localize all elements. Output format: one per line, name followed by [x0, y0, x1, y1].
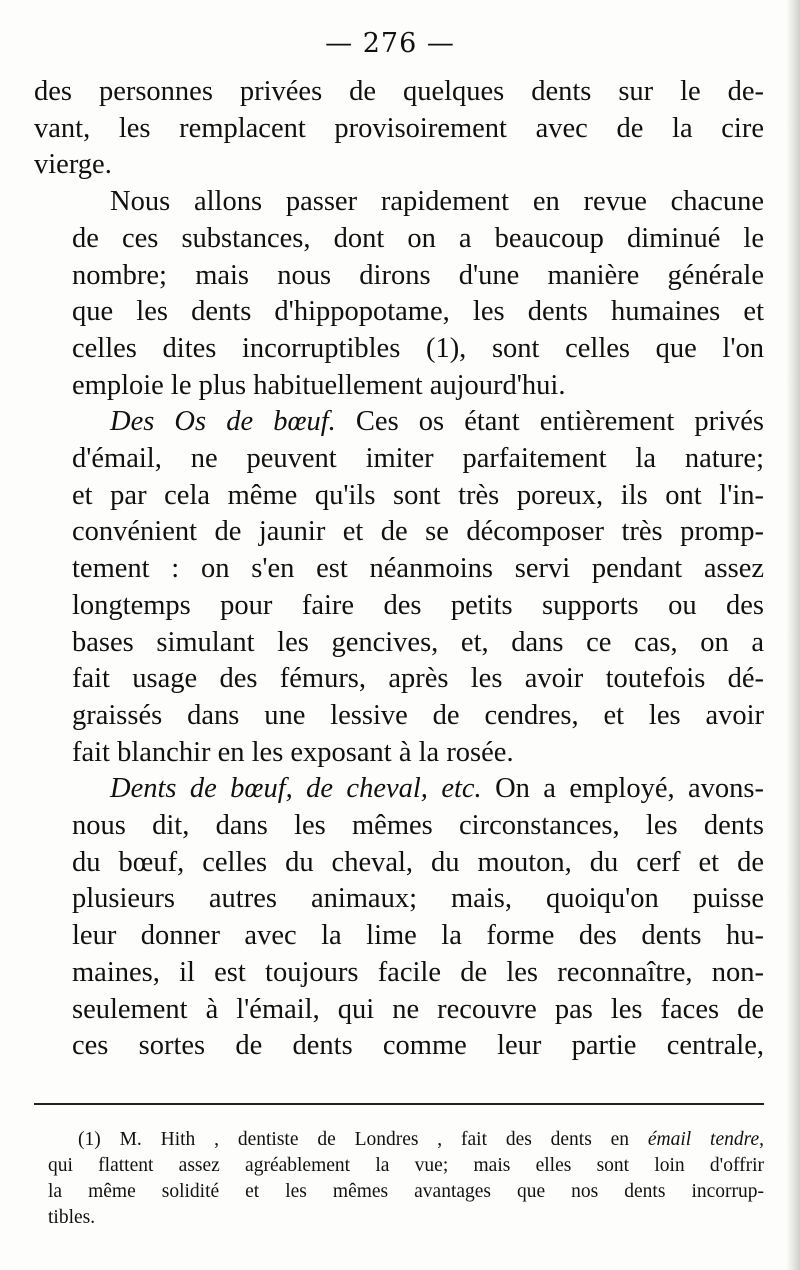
text-line: vant, les remplacent provisoirement avec de la cire — [34, 112, 764, 144]
section-heading-os-de-boeuf: Des Os de bœuf. — [110, 406, 336, 438]
page-edge-shadow — [786, 0, 800, 1270]
footnote-line: la même solidité et les mêmes avantages que nos dents incorrup- — [48, 1181, 764, 1202]
page-number-header: — 276 — — [325, 28, 455, 59]
text-line: vierge. — [34, 149, 112, 181]
footnote — [48, 1127, 764, 1231]
text-line: Nous allons passer rapidement en revue chacune — [110, 186, 764, 218]
text-line: emploie le plus habituellement aujourd'hui. — [72, 369, 566, 401]
text-line: nombre; mais nous dirons d'une manière générale — [72, 259, 764, 291]
text-fragment: On a employé, avons- — [495, 773, 764, 805]
text-line: et par cela même qu'ils sont très poreux, ils ont l'in- — [72, 479, 764, 511]
footnote-marker: (1) — [78, 1129, 101, 1150]
footnote-line: tibles. — [48, 1207, 96, 1228]
text-line: plusieurs autres animaux; mais, quoiqu'on puisse — [72, 883, 764, 915]
footnote-line: qui flattent assez agréablement la vue; mais elles sont loin d'offrir — [48, 1155, 764, 1176]
text-line: que les dents d'hippopotame, les dents humaines et — [72, 296, 764, 328]
text-line: celles dites incorruptibles (1), sont celles que l'on — [72, 332, 764, 364]
text-fragment: , — [759, 1129, 765, 1150]
main-text — [34, 74, 764, 1065]
text-line: graissés dans une lessive de cendres, et les avoir — [72, 699, 764, 731]
text-line: du bœuf, celles du cheval, du mouton, du cerf et de — [72, 846, 764, 878]
paragraph-4 — [34, 771, 764, 1065]
text-line: ces sortes de dents comme leur partie centrale, — [72, 1030, 764, 1062]
paragraph-2 — [34, 184, 764, 404]
text-line: longtemps pour faire des petits supports ou des — [72, 589, 764, 621]
section-heading-dents-de-boeuf: Dents de bœuf, de cheval, etc. — [110, 773, 482, 805]
text-line — [34, 771, 764, 808]
text-line: d'émail, ne peuvent imiter parfaitement la nature; — [72, 443, 764, 475]
text-line: fait usage des fémurs, après les avoir toutefois dé- — [72, 663, 764, 695]
text-line — [34, 404, 764, 441]
text-line: convénient de jaunir et de se décomposer très promp- — [72, 516, 764, 548]
text-line: bases simulant les gencives, et, dans ce cas, on a — [72, 626, 764, 658]
text-line: nous dit, dans les mêmes circonstances, les dents — [72, 810, 764, 842]
text-line: leur donner avec la lime la forme des dents hu- — [72, 920, 764, 952]
footnote-divider — [34, 1103, 764, 1105]
text-line: de ces substances, dont on a beaucoup diminué le — [72, 222, 764, 254]
text-line: seulement à l'émail, qui ne recouvre pas les faces de — [72, 993, 764, 1025]
text-fragment: Ces os étant entièrement privés — [355, 406, 765, 438]
footnote-italic-term: émail tendre — [647, 1129, 760, 1150]
text-line: maines, il est toujours facile de les reconnaître, non- — [72, 956, 764, 988]
text-fragment: M. Hith , dentiste de Londres , fait des dents en — [119, 1129, 630, 1150]
text-line: fait blanchir en les exposant à la rosée. — [72, 736, 514, 768]
paragraph-1 — [34, 74, 764, 184]
footnote-line — [48, 1127, 764, 1153]
paragraph-3 — [34, 404, 764, 771]
text-line: tement : on s'en est néanmoins servi pendant assez — [72, 553, 764, 585]
text-line: des personnes privées de quelques dents sur le de- — [34, 76, 764, 107]
